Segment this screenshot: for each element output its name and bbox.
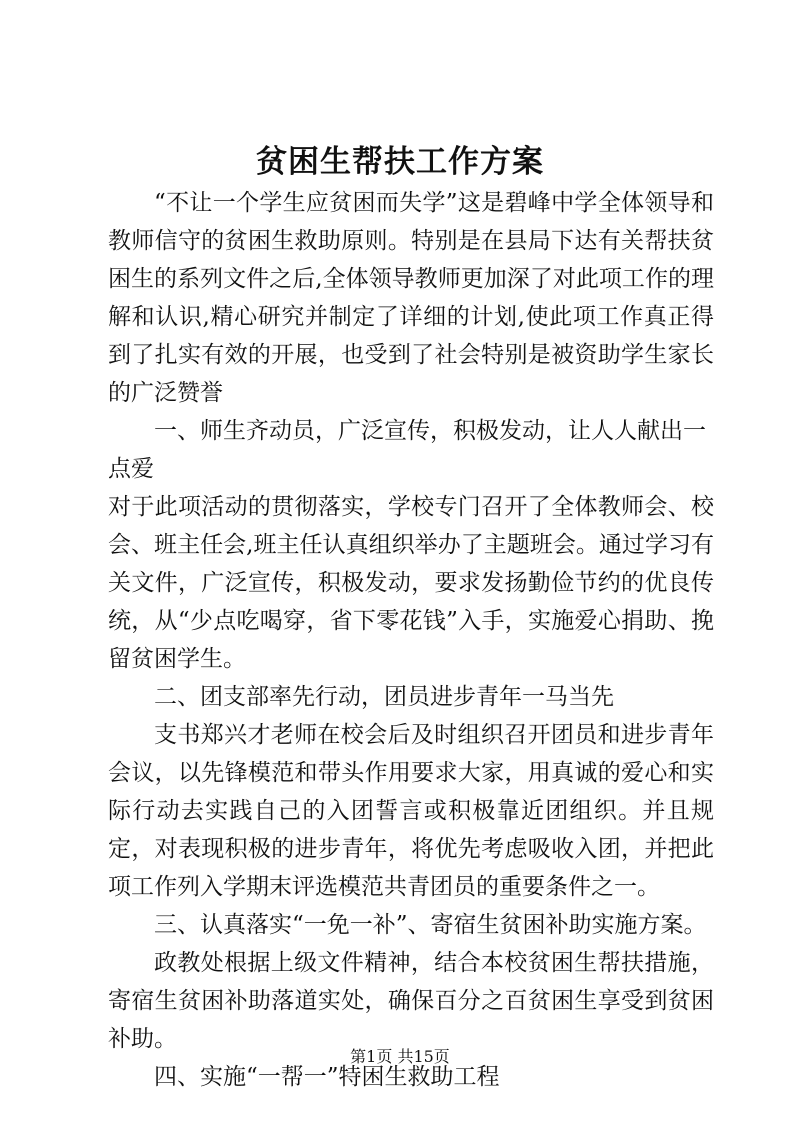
section-heading: 四、实施“一帮一”特困生救助工程 [154,1064,500,1090]
body-paragraph: 支书郑兴才老师在校会后及时组织召开团员和进步青年会议，以先锋模范和带头作用要求大家，用真诚的爱心和实际行动去实践自己的入团誓言或积极靠近团组织。并且规定，对表现积极的进步青年，将优先考虑吸收入团，并把此项工作列入学期末评选模范共青团员的重要条件之一。 [108,722,714,900]
section-heading: 一、师生齐动员，广泛宣传，积极发动，让人人献出一点爱 [108,418,706,482]
body-paragraph: 政教处根据上级文件精神，结合本校贫困生帮扶措施，寄宿生贫困补助落道实处，确保百分之百贫困生享受到贫困补助。 [108,950,714,1052]
body-paragraph: 对于此项活动的贯彻落实，学校专门召开了全体教师会、校会、班主任会,班主任认真组织举办了主题班会。通过学习有关文件，广泛宣传，积极发动，要求发扬勤俭节约的优良传统，从“少点吃喝穿，省下零花钱”入手，实施爱心捐助、挽留贫困学生。 [108,494,714,672]
document-body [108,184,714,1096]
page-number-footer: 第1页 共15页 [350,1047,450,1066]
body-paragraph: “不让一个学生应贫困而失学”这是碧峰中学全体领导和教师信守的贫困生救助原则。特别是在县局下达有关帮扶贫困生的系列文件之后,全体领导教师更加深了对此项工作的理解和认识,精心研究并制定了详细的计划,使此项工作真正得到了扎实有效的开展，也受到了社会特别是被资助学生家长的广泛赞誉 [108,190,714,406]
section-heading: 二、团支部率先行动，团员进步青年一马当先 [154,684,614,710]
document-title: 贫困生帮扶工作方案 [256,144,544,180]
section-heading: 三、认真落实“一免一补”、寄宿生贫困补助实施方案。 [154,912,707,938]
